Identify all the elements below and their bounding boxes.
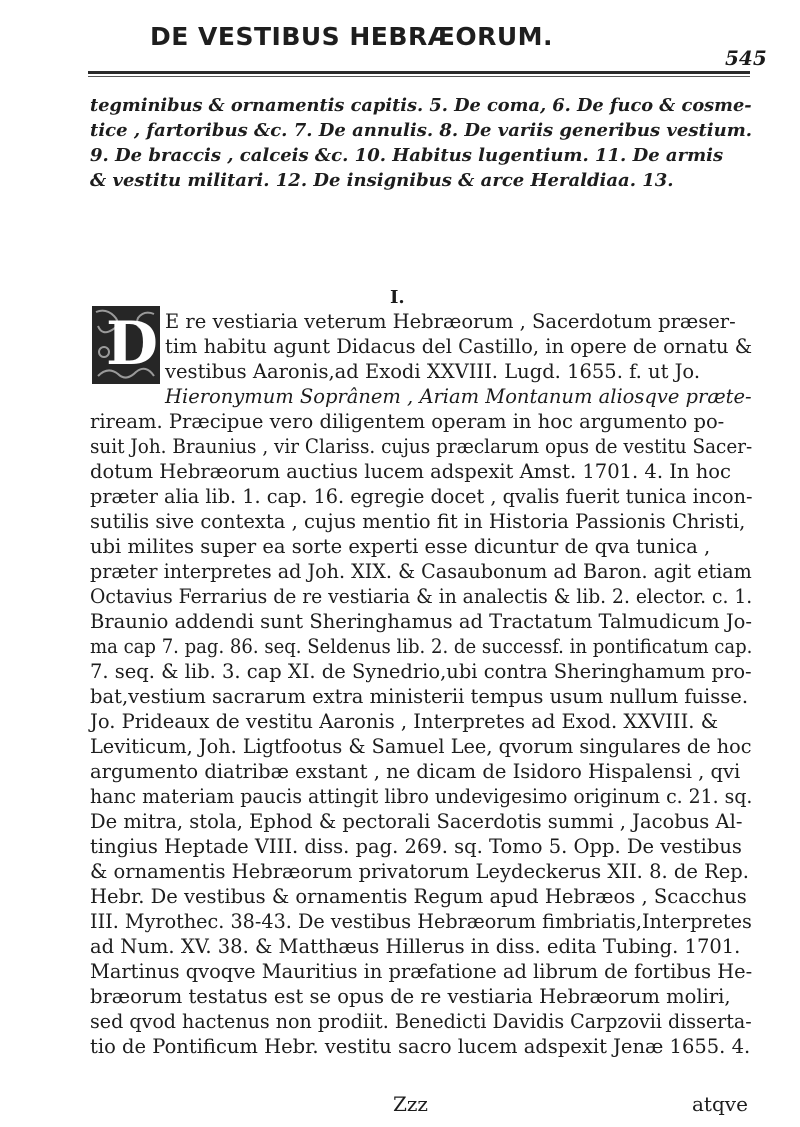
body-line: Martinus qvoqve Mauritius in præfatione ad librum de fortibus He- [90, 960, 753, 983]
body-line: hanc materiam paucis attingit libro undevigesimo originum c. 21. sq. [90, 785, 753, 808]
contents-line: tice , fartoribus &c. 7. De annulis. 8. De variis generibus vestium. [90, 120, 753, 141]
body-line: 7. seq. & lib. 3. cap XI. de Synedrio,ubi contra Sheringhamum pro- [90, 660, 752, 683]
ornamental-initial [92, 306, 160, 384]
body-line: dotum Hebræorum auctius lucem adspexit Amst. 1701. 4. In hoc [90, 460, 731, 483]
initial-letter: D [106, 309, 159, 379]
catchword: atqve [692, 1092, 748, 1116]
header-rule-thin [88, 76, 750, 77]
signature-mark: Zzz [393, 1092, 428, 1116]
body-line: ubi milites super ea sorte experti esse dicuntur de qva tunica , [90, 535, 711, 558]
body-line: ma cap 7. pag. 86. seq. Seldenus lib. 2. de successf. in pontificatum cap. [90, 635, 753, 658]
body-line: bat,vestium sacrarum extra ministerii tempus usum nullum fuisse. [90, 685, 749, 708]
body-line: Braunio addendi sunt Sheringhamus ad Tractatum Talmudicum Jo- [90, 610, 753, 633]
running-head: DE VESTIBUS HEBRÆORUM. [150, 22, 553, 51]
body-line: De mitra, stola, Ephod & pectorali Sacerdotis summi , Jacobus Al- [90, 810, 743, 833]
body-line: & ornamentis Hebræorum privatorum Leydeckerus XII. 8. de Rep. [90, 860, 749, 883]
contents-line: tegminibus & ornamentis capitis. 5. De coma, 6. De fuco & cosme- [90, 95, 752, 116]
body-line: sutilis sive contexta , cujus mentio fit in Historia Passionis Christi, [90, 510, 746, 533]
body-line: E re vestiaria veterum Hebræorum , Sacerdotum præser- [165, 310, 736, 333]
page-number: 545 [725, 46, 767, 70]
body-line: tingius Heptade VIII. diss. pag. 269. sq. Tomo 5. Opp. De vestibus [90, 835, 742, 858]
body-line: sed qvod hactenus non prodiit. Benedicti Davidis Carpzovii disserta- [90, 1010, 752, 1033]
contents-line: 9. De braccis , calceis &c. 10. Habitus lugentium. 11. De armis [90, 145, 724, 166]
body-line: vestibus Aaronis,ad Exodi XXVIII. Lugd. 1655. f. ut Jo. [165, 360, 701, 383]
body-line: suit Joh. Braunius , vir Clariss. cujus præclarum opus de vestitu Sacer- [90, 435, 753, 458]
body-line: Hieronymum Soprânem , Ariam Montanum aliosqve præte- [165, 385, 752, 408]
body-line: Octavius Ferrarius de re vestiaria & in analectis & lib. 2. elector. c. 1. [90, 585, 753, 608]
body-line: bræorum testatus est se opus de re vestiaria Hebræorum moliri, [90, 985, 731, 1008]
body-line: Leviticum, Joh. Ligtfootus & Samuel Lee, qvorum singulares de hoc [90, 735, 752, 758]
body-line: Hebr. De vestibus & ornamentis Regum apud Hebræos , Scacchus [90, 885, 747, 908]
section-number: I. [390, 287, 405, 308]
body-line: III. Myrothec. 38-43. De vestibus Hebræorum fimbriatis,Interpretes [90, 910, 752, 933]
body-line: tim habitu agunt Didacus del Castillo, in opere de ornatu & [165, 335, 753, 358]
body-line: Jo. Prideaux de vestitu Aaronis , Interpretes ad Exod. XXVIII. & [90, 710, 719, 733]
header-rule [88, 71, 750, 74]
body-line: præter alia lib. 1. cap. 16. egregie docet , qvalis fuerit tunica incon- [90, 485, 753, 508]
body-line: ad Num. XV. 38. & Matthæus Hillerus in diss. edita Tubing. 1701. [90, 935, 741, 958]
body-line: præter interpretes ad Joh. XIX. & Casaubonum ad Baron. agit etiam [90, 560, 752, 583]
contents-line: & vestitu militari. 12. De insignibus & arce Heraldiaa. 13. [90, 170, 674, 191]
body-line: riream. Præcipue vero diligentem operam in hoc argumento po- [90, 410, 725, 433]
body-line: argumento diatribæ exstant , ne dicam de Isidoro Hispalensi , qvi [90, 760, 741, 783]
body-line: tio de Pontificum Hebr. vestitu sacro lucem adspexit Jenæ 1655. 4. [90, 1035, 751, 1058]
